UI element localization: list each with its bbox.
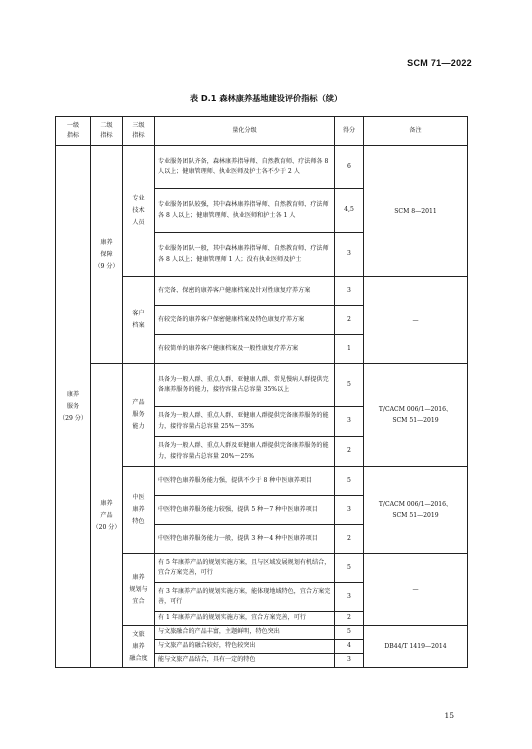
score-cell: 2 bbox=[335, 525, 364, 554]
grading-text: 与文旅产品的融合较好，特色较突出 bbox=[155, 640, 335, 654]
level3-culture: 文旅 康养 融合度 bbox=[123, 626, 155, 668]
header-level1: 一级 指标 bbox=[56, 117, 91, 146]
grading-text: 具备为一般人群、重点人群、亚健康人群、常见慢病人群提供完备康养服务的能力，接待容量占总容量 35%以上 bbox=[155, 364, 335, 407]
score-cell: 2 bbox=[335, 612, 364, 626]
evaluation-table bbox=[55, 116, 468, 668]
note-staff: SCM 8—2011 bbox=[364, 146, 468, 277]
grading-text: 有较简单的康养客户健康档案及一般性康复疗养方案 bbox=[155, 335, 335, 364]
grading-text: 有较完备的康养客户保密健康档案及特色康复疗养方案 bbox=[155, 306, 335, 335]
header-score: 得分 bbox=[335, 117, 364, 146]
grading-text: 专业服务团队齐备，森林康养指导师、自然教育师、疗法师各 8 人以上；健康管理师、执业医师及护士各不少于 2 人 bbox=[155, 146, 335, 189]
header-note: 备注 bbox=[364, 117, 468, 146]
score-cell: 2 bbox=[335, 306, 364, 335]
header-grading: 量化分级 bbox=[155, 117, 335, 146]
note-capacity: T/CACM 006/1—2016、 SCM 51—2019 bbox=[364, 364, 468, 467]
table-row bbox=[56, 364, 468, 407]
score-cell: 5 bbox=[335, 626, 364, 640]
grading-text: 能与文旅产品结合，具有一定的特色 bbox=[155, 654, 335, 668]
grading-text: 有 3 年康养产品的规划实施方案，能体现地域特色，宜合方案完善，可行 bbox=[155, 583, 335, 612]
score-cell: 1 bbox=[335, 335, 364, 364]
score-cell: 5 bbox=[335, 554, 364, 583]
grading-text: 具备为一般人群、重点人群及亚健康人群提供完备康养服务的能力，接待容量占总容量 20%～25% bbox=[155, 437, 335, 467]
grading-text: 有 5 年康养产品的规划实施方案，且与区域发展规划有机结合，宜合方案完善，可行 bbox=[155, 554, 335, 583]
level2-health-products: 康养 产品 （20 分） bbox=[91, 364, 123, 668]
grading-text: 中医特色康养服务能力一般，提供 3 种～4 种中医康养项目 bbox=[155, 525, 335, 554]
grading-text: 中医特色康养服务能力较强，提供 5 种～7 种中医康养项目 bbox=[155, 496, 335, 525]
grading-text: 有 1 年康养产品的规划实施方案，宜合方案完善，可行 bbox=[155, 612, 335, 626]
score-cell: 5 bbox=[335, 467, 364, 496]
grading-text: 与文旅融合的产品丰富，主题鲜明，特色突出 bbox=[155, 626, 335, 640]
header-level3: 三级 指标 bbox=[123, 117, 155, 146]
grading-text: 中医特色康养服务能力强，提供不少于 8 种中医康养项目 bbox=[155, 467, 335, 496]
grading-text: 具备为一般人群、重点人群、亚健康人群提供完备康养服务的能力，接待容量占总容量 25%～35% bbox=[155, 407, 335, 437]
table-header-row bbox=[56, 117, 468, 146]
score-cell: 3 bbox=[335, 277, 364, 306]
score-cell: 5 bbox=[335, 364, 364, 407]
grading-text: 专业服务团队较强，其中森林康养指导师、自然教育师、疗法师各 8 人以上；健康管理师、执业医师和护士各 1 人 bbox=[155, 189, 335, 233]
note-tcm: T/CACM 006/1—2016、 SCM 51—2019 bbox=[364, 467, 468, 554]
level3-staff: 专业 技术 人员 bbox=[123, 146, 155, 277]
score-cell: 3 bbox=[335, 583, 364, 612]
note-planning: — bbox=[364, 554, 468, 626]
score-cell: 3 bbox=[335, 407, 364, 437]
header-level2: 二级 指标 bbox=[91, 117, 123, 146]
standard-code: SCM 71—2022 bbox=[407, 58, 472, 68]
table-caption: 表 D.1 森林康养基地建设评价指标（续） bbox=[189, 93, 343, 103]
score-cell: 4 bbox=[335, 640, 364, 654]
level3-capacity: 产品 服务 能力 bbox=[123, 364, 155, 467]
score-cell: 6 bbox=[335, 146, 364, 189]
level3-planning: 康养 规划与 宜合 bbox=[123, 554, 155, 626]
level3-records: 客户 档案 bbox=[123, 277, 155, 364]
page-number: 15 bbox=[444, 711, 454, 720]
grading-text: 专业服务团队一般，其中森林康养指导师、自然教育师、疗法师各 8 人以上；健康管理师 1 人；没有执业医师及护士 bbox=[155, 233, 335, 277]
score-cell: 4,5 bbox=[335, 189, 364, 233]
table-row bbox=[56, 146, 468, 189]
score-cell: 3 bbox=[335, 233, 364, 277]
note-records: — bbox=[364, 277, 468, 364]
grading-text: 有完备、保密的康养客户健康档案及针对性康复疗养方案 bbox=[155, 277, 335, 306]
level1-health-service: 康养 服务 （29 分） bbox=[56, 146, 91, 668]
score-cell: 3 bbox=[335, 654, 364, 668]
score-cell: 2 bbox=[335, 437, 364, 467]
score-cell: 3 bbox=[335, 496, 364, 525]
note-culture: DB44/T 1419—2014 bbox=[364, 626, 468, 668]
level2-health-guarantee: 康养 保障 （9 分） bbox=[91, 146, 123, 364]
level3-tcm: 中医 康养 特色 bbox=[123, 467, 155, 554]
